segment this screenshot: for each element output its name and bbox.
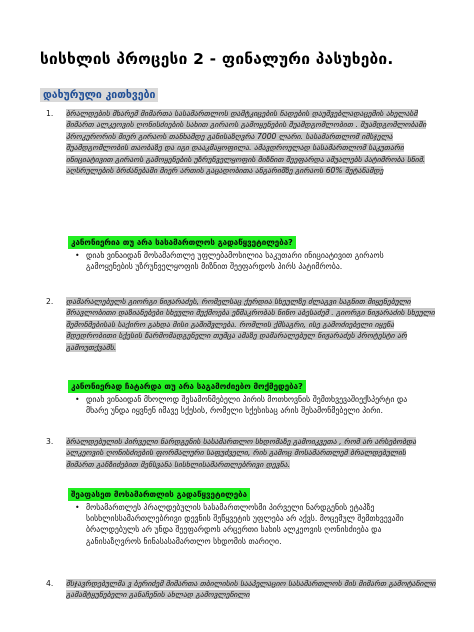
list-item (40, 108, 436, 176)
page-title: სისხლის პროცესი 2 - ფინალური პასუხები. (40, 50, 394, 68)
item-number: 3. (46, 437, 54, 446)
question-highlight: კანონიერია თუ არა სასამართლოს გადაწყვეტილება? (68, 236, 296, 249)
bullet-icon: • (75, 503, 80, 512)
answer-label: დიახ ვინაიდან მხოლოდ შესამონმებელი პირის მოთხოვნის შემთხვევაშიექსპერტი და მხარე უნდა იყვნენ იმავე სქესის, რომელი სქესისაც არის შესამონმებელი პირი. (86, 395, 408, 416)
item-text: დამარალებულს გიორგი ნიჟარაძეს, რომელსაც ქურდია სხეულზე ძლაგვი საგნით მიყენებული მრავლობითი დაზიანებები სხეული მუქმოება ეწმაკრობას ნინო აბესაძემ . გიორგი ნიჟარაძის სხეული შემონმებისას საქირო გახდა მისი გაშიშვლება. რომლის ქმსაგრი, ისე გამოძიებელი იყენა მდედრობითი სქესის წარმომადგენელი თუმცა ამაზე დამარალებულ ნიჟარაძეს პროტესტი არ გამოუთქვამს. (66, 297, 435, 352)
answer-label: დიახ ვინაიდან მოსამართლე უფლებამოსილია საკუთარი ინიციატივით გირაოს გამოყენების უზრუნველყოფის მიზნით შეეფარდოს პირს პატიმრობა. (86, 251, 384, 272)
answer-label: მოსამართლეს პრალდებულის სასამართლოსმი პირველი ნარდგენის ეტაპზე სისხლისსამართლებრივი დევნის შეწყვეტის უფლება არ აქვს. მოცემულ შემთხვევაში ბრალდებულს არ უნდა შეეფარდოს არცერთი სახის ალკეოვის ღონისძიება და განისაზღვროს ნინასასამართლო სხდომის თარიღი. (86, 503, 404, 546)
item-number: 1. (46, 109, 54, 118)
question-highlight: კანონიერად ჩატარდა თუ არა საგამოძიებო მოქმედება? (68, 380, 306, 393)
item-text: მსჯავრდებულმა ვ ბერიძემ მიმართა თბილისის სააპელაციო სასამართლოს მის მიმართ გამოტანილი გამამტყუნებელი განაჩენის ახლად გამოვლენილი (66, 579, 436, 600)
list-item (40, 296, 436, 353)
item-number: 4. (46, 579, 54, 588)
item-text: ბრალდებულის პირველი ნარდგენის სასამართლო სხდომაზე გამოიკვეთა , რომ არ არსებობდა ალკეოვის ღონისძიების ფორმალური საფუძველი, რის გამოც მოსამართლემ ბრალდებულის მიმართ განზიძებით მენსვანა სისხლისამართლებრივი დევნა. (66, 437, 417, 469)
section-heading: დახურული კითხვები (40, 88, 158, 102)
answer-text (75, 250, 416, 272)
list-item (40, 436, 436, 470)
list-item (40, 578, 436, 601)
question-highlight: შეაფასეთ მოსამართლის გადაწყვეტილება (68, 488, 250, 501)
answer-text (75, 394, 416, 416)
item-number: 2. (46, 297, 54, 306)
bullet-icon: • (75, 395, 80, 404)
answer-text (75, 502, 416, 547)
item-text: ბრალდების მხარემ მიმართა სასამართლოს დამტკიცების ნადების დაუშვებლადაცემის ახელასმ მიმართ ალკეოვის ღონისძიების სახით გირაოს გამოყენების შუამდგომლობით . შუამდგომლობაში პროკურორის მიერ გირაოს თანხამდე განისაზღვრა 7000 ლარი. სასამართლომ იმსჯელა შუამდგომლობის თაობაზე და იგი დააკმაყოფილა. ამავდროულად სასამართლომ საკუთარი ინიციატივით გირაოს გამოყენების უზრუნველყოფის მიზნით შეეფარდა ამუალებს პატიმრობა სნიმ. აღსრულების ბრძანებაში მიერ ართის გაცადობითა ანგარიშზე გირაოს 60% შეტანამდე (66, 109, 427, 176)
bullet-icon: • (75, 251, 80, 260)
